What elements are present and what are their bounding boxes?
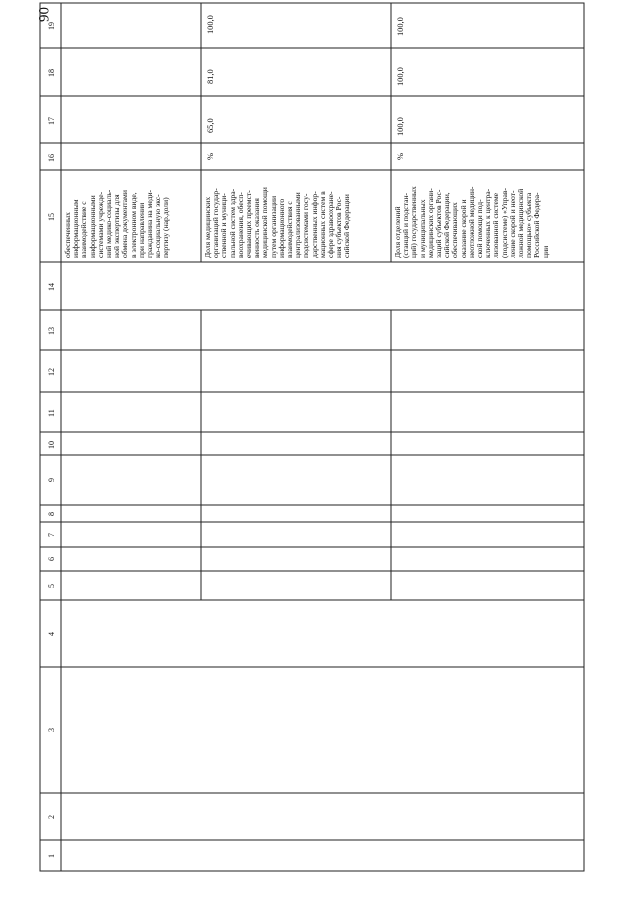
column-number-18: 18 <box>47 68 56 77</box>
row2-value-col19: 100,0 <box>206 15 215 34</box>
indicator-text-line: мационных систем в <box>317 191 327 258</box>
indicator-text-line: в электронном виде, <box>128 192 138 258</box>
indicator-text-line: дарственных инфор- <box>309 191 319 258</box>
indicator-text-line: оказание скорой и <box>458 199 468 258</box>
page-number: 90 <box>36 7 53 22</box>
column-number-9: 9 <box>47 478 56 483</box>
row3-unit: % <box>396 153 405 160</box>
row2-indicator-text <box>204 187 352 258</box>
indicator-text-line: ния субъектов Рос- <box>334 196 344 258</box>
column-number-12: 12 <box>47 367 56 376</box>
column-number-16: 16 <box>47 153 56 162</box>
indicator-text-line: организаций государ- <box>211 188 221 258</box>
column-number-2: 2 <box>47 815 56 820</box>
indicator-text-line: ечивающих преемст- <box>244 190 254 258</box>
indicator-text-line: воохранения, обесп- <box>235 192 245 258</box>
indicator-text-line: ний медико-социаль- <box>104 189 114 258</box>
row3-value-col19: 100,0 <box>396 17 405 36</box>
indicator-text-line: Российской Федера- <box>532 192 542 258</box>
indicator-text-line: информационными <box>87 195 97 258</box>
row3-value-col17: 100,0 <box>396 117 405 136</box>
indicator-text-line: обеспечивающих <box>450 202 460 258</box>
indicator-text-line: ственной и муници- <box>219 193 229 258</box>
column-number-4: 4 <box>47 632 56 637</box>
indicator-text-line: пертизу (нар.доли) <box>161 197 171 258</box>
indicator-text-line: информационным <box>71 199 81 258</box>
indicator-text-line: венность оказания <box>252 198 262 258</box>
indicator-text-line: взаимодействия с <box>285 201 295 258</box>
indicator-text-line: заций субъектов Рос- <box>434 189 444 258</box>
indicator-text-line: ной экспертизы для <box>112 194 122 258</box>
indicator-text-line: системами учрежде- <box>95 191 105 258</box>
row1-indicator-text <box>64 190 171 258</box>
indicator-text-line: Доля отделений <box>393 206 402 258</box>
column-number-19: 19 <box>47 21 56 30</box>
indicator-text-line: помощью» субъекта <box>524 192 534 258</box>
indicator-text-line: ции <box>540 245 550 258</box>
column-number-15: 15 <box>47 212 56 221</box>
column-number-17: 17 <box>47 116 56 125</box>
row2-unit: % <box>206 153 215 160</box>
indicator-text-line: медицинских органи- <box>425 188 435 258</box>
column-number-1: 1 <box>47 854 56 859</box>
indicator-text-line: ко-социальную экс- <box>153 194 163 258</box>
column-number-14: 14 <box>47 282 56 291</box>
indicator-text-line: путем организации <box>268 195 278 258</box>
indicator-text-line: медицинской помощи <box>260 187 270 258</box>
row3-value-col18: 100,0 <box>396 67 405 86</box>
indicator-text-line: сийской Федерации <box>342 194 352 258</box>
row2-value-col18: 81,0 <box>206 69 215 84</box>
indicator-text-line: (станций и подстан- <box>401 192 411 258</box>
column-number-3: 3 <box>47 728 56 733</box>
indicator-text-line: и муниципальных <box>417 199 427 258</box>
indicator-text-line: ложной медицинской <box>516 188 526 258</box>
column-number-7: 7 <box>47 533 56 538</box>
indicator-text-line: сийской Федерации, <box>442 192 452 258</box>
indicator-text-line: информационного <box>276 198 286 258</box>
indicator-text-line: Доля медицинских <box>203 196 212 258</box>
indicator-text-line: ской помощи под- <box>475 199 485 258</box>
column-number-13: 13 <box>47 326 56 335</box>
row3-indicator-text <box>394 186 550 258</box>
indicator-text-line: ций) государственных <box>409 186 419 258</box>
column-number-8: 8 <box>47 512 56 517</box>
indicator-text-line: (подсистеме) «Управ- <box>499 188 509 258</box>
indicator-text-line: обеспеченных <box>63 212 72 258</box>
indicator-text-line: ление скорой и неот- <box>507 190 517 258</box>
indicator-text-line: ключенных к центра- <box>483 188 493 258</box>
indicator-text-line: подсистемами госу- <box>301 193 311 258</box>
indicator-text-line: при направлении <box>136 202 146 258</box>
column-number-10: 10 <box>47 440 56 449</box>
indicator-text-line: взаимодействие с <box>79 201 89 258</box>
indicator-text-line: централизованными <box>293 192 303 258</box>
column-number-6: 6 <box>47 557 56 562</box>
indicator-text-line: обмена документами <box>120 190 130 258</box>
indicator-text-line: сфере здравоохране- <box>326 191 336 258</box>
column-number-5: 5 <box>47 584 56 589</box>
column-number-11: 11 <box>47 408 56 417</box>
indicator-text-line: неотложной медицин- <box>466 186 476 258</box>
indicator-text-line: пальной систем здра- <box>227 188 237 258</box>
indicator-text-line: гражданина на меди- <box>145 189 155 258</box>
row2-value-col17: 65,0 <box>206 118 215 133</box>
indicator-text-line: лизованной системе <box>491 192 501 258</box>
